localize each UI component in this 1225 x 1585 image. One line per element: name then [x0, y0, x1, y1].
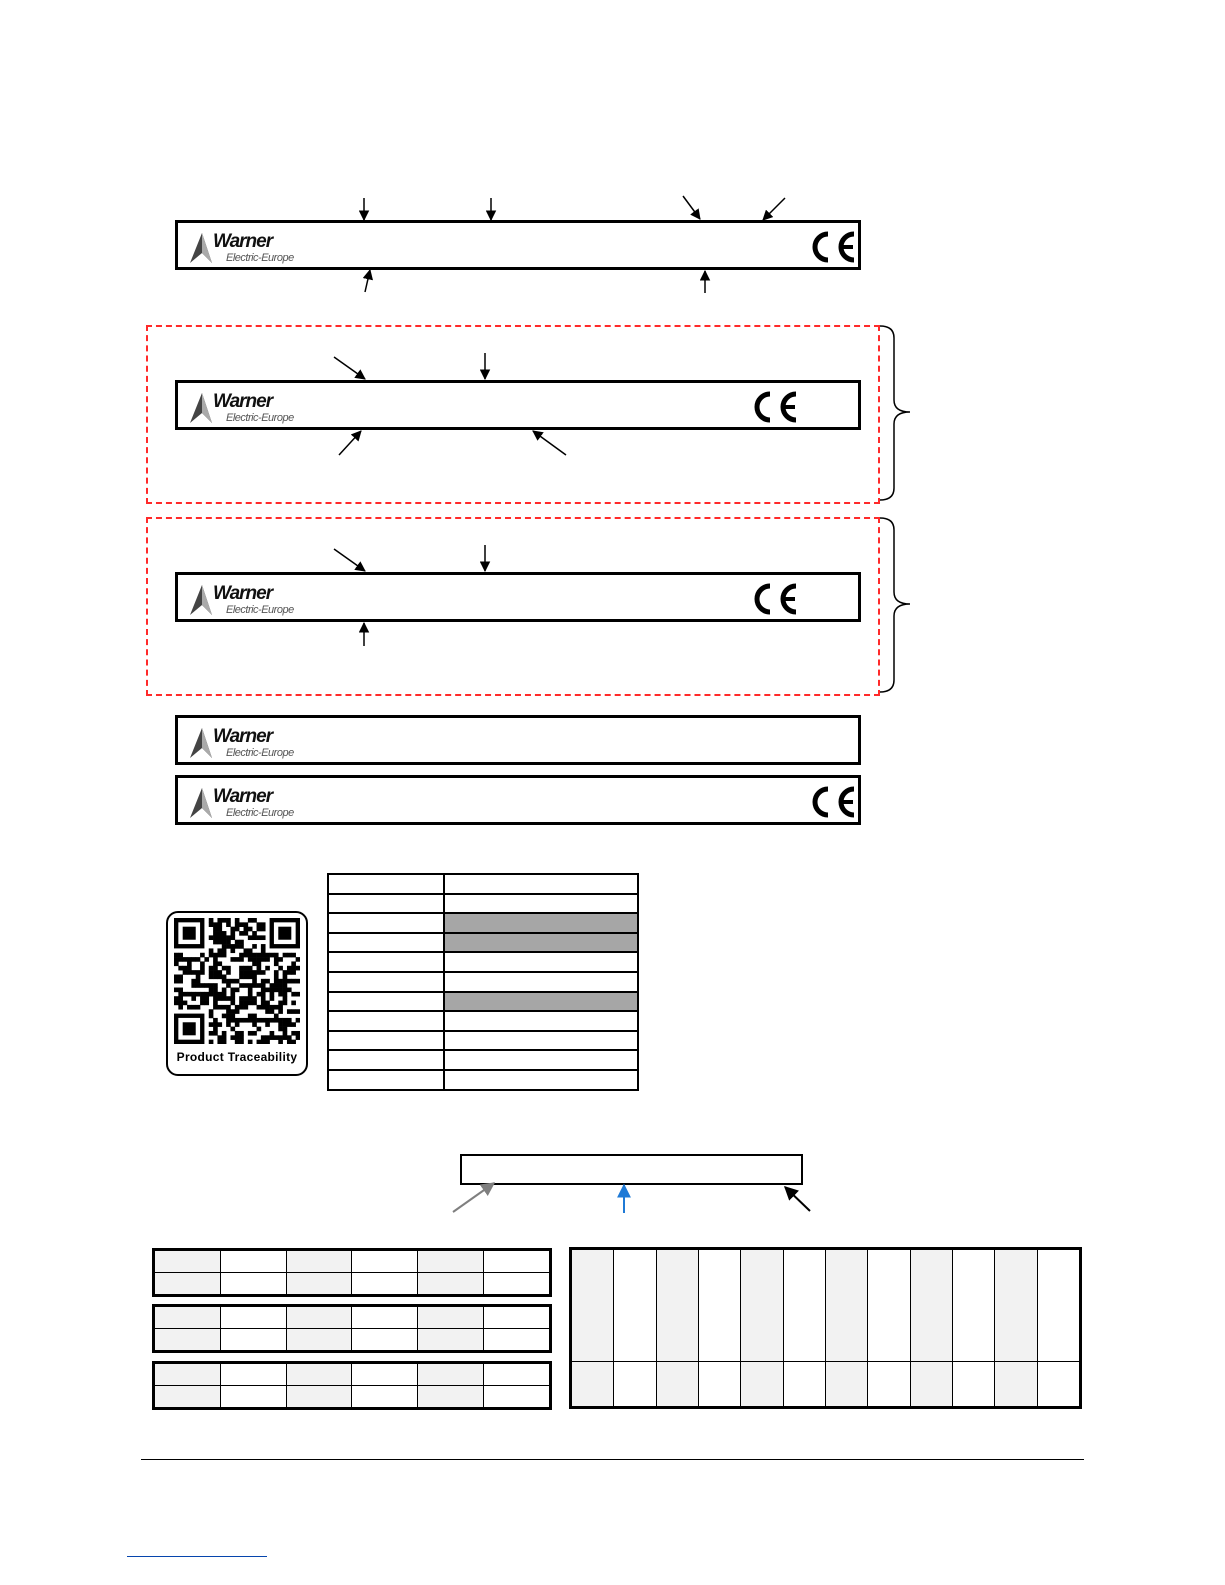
- logo-word: Warner: [213, 583, 273, 604]
- logo-subtitle: Electric-Europe: [226, 604, 294, 616]
- brace-icon: [880, 326, 910, 500]
- product-traceability-tag: [166, 911, 308, 1076]
- logo-word: Warner: [213, 726, 273, 747]
- arrow-icon: [334, 357, 365, 379]
- nameplate-4: [175, 715, 861, 765]
- warner-logo-icon: [188, 229, 298, 265]
- logo-word: Warner: [213, 786, 273, 807]
- bar-arrows: [0, 1180, 1225, 1220]
- logo-subtitle: Electric-Europe: [226, 412, 294, 424]
- ce-mark-icon: [806, 785, 858, 819]
- ce-mark-icon: [748, 390, 800, 424]
- arrow-icon: [453, 1183, 494, 1212]
- arrow-icon: [339, 431, 361, 455]
- ce-mark-icon: [748, 582, 800, 616]
- table-row: [328, 1031, 638, 1051]
- plate1-arrows: [0, 0, 1225, 320]
- footer-rule: [141, 1459, 1084, 1460]
- arrow-icon: [533, 431, 566, 455]
- table-row: [154, 1273, 551, 1296]
- table-row: [328, 1070, 638, 1090]
- table-row: [328, 1011, 638, 1031]
- table-row: [328, 933, 638, 953]
- footer-link[interactable]: [127, 1556, 267, 1557]
- table-row: [154, 1250, 551, 1273]
- logo-subtitle: Electric-Europe: [226, 252, 294, 264]
- grid-table-2: [152, 1304, 552, 1353]
- arrow-icon: [683, 196, 700, 219]
- arrow-icon: [763, 198, 785, 220]
- table-row: [328, 913, 638, 933]
- warner-logo-icon: [188, 581, 298, 617]
- table-row: [154, 1386, 551, 1409]
- warner-logo-icon: [188, 724, 298, 760]
- grid-table-3: [152, 1361, 552, 1410]
- logo-word: Warner: [213, 391, 273, 412]
- table-row: [154, 1363, 551, 1386]
- spec-table: [327, 873, 639, 1091]
- warner-logo-icon: [188, 784, 298, 820]
- table-row: [571, 1362, 1081, 1408]
- grid-table-wide: [569, 1247, 1082, 1409]
- brace-icon: [880, 518, 910, 692]
- arrow-icon: [365, 270, 370, 292]
- arrow-icon: [785, 1187, 810, 1211]
- nameplate-3: [175, 572, 861, 622]
- qr-code-icon: [174, 918, 300, 1044]
- table-row: [154, 1306, 551, 1329]
- nameplate-1: [175, 220, 861, 270]
- logo-subtitle: Electric-Europe: [226, 807, 294, 819]
- logo-subtitle: Electric-Europe: [226, 747, 294, 759]
- warner-logo-icon: [188, 389, 298, 425]
- grid-table-1: [152, 1248, 552, 1297]
- ce-mark-icon: [806, 230, 858, 264]
- table-row: [328, 894, 638, 914]
- nameplate-5: [175, 775, 861, 825]
- table-row: [328, 952, 638, 972]
- table-row: [571, 1249, 1081, 1362]
- table-row: [328, 972, 638, 992]
- table-row: [328, 874, 638, 894]
- qr-caption: Product Traceability: [176, 1050, 298, 1064]
- table-row: [328, 992, 638, 1012]
- nameplate-2: [175, 380, 861, 430]
- table-row: [328, 1050, 638, 1070]
- table-row: [154, 1329, 551, 1352]
- logo-word: Warner: [213, 231, 273, 252]
- arrow-icon: [334, 549, 365, 571]
